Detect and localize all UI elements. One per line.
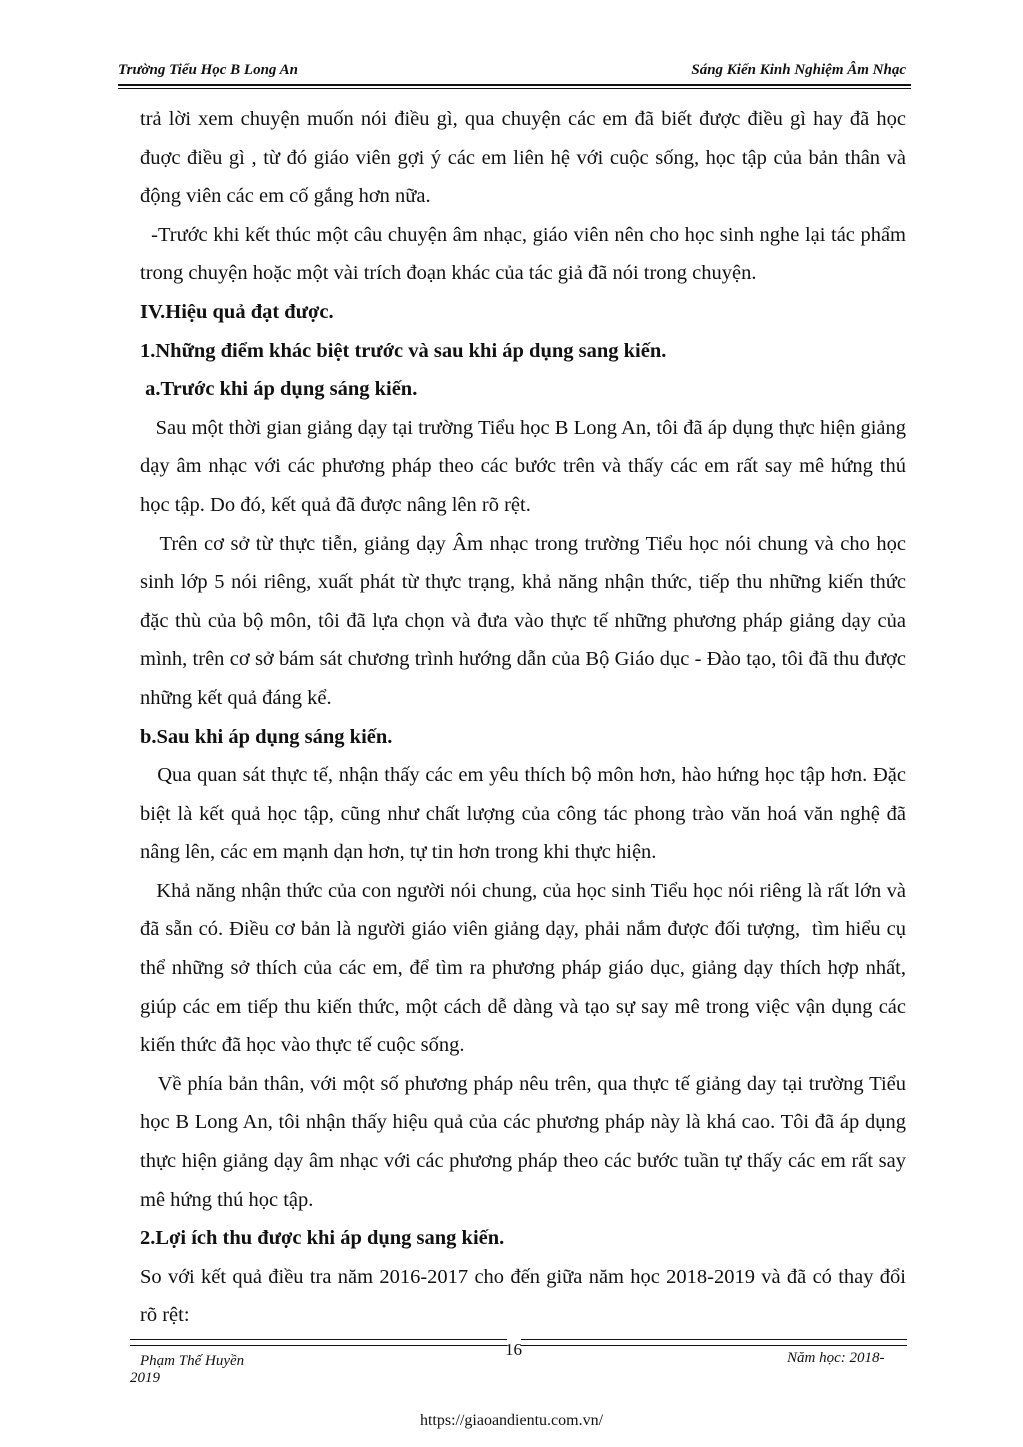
document-body xyxy=(140,100,917,1335)
body-paragraph: Sau một thời gian giảng dạy tại trường Tiểu học B Long An, tôi đã áp dụng thực hiện giảng dạy âm nhạc với các phương pháp theo các bước trên và thấy các em rất say mê hứng thú học tập. Do đó, kết quả đã được nâng lên rõ rệt. xyxy=(140,416,912,516)
footer-author: Phạm Thế Huyền xyxy=(140,1353,245,1369)
body-paragraph: Trên cơ sở từ thực tiễn, giảng dạy Âm nhạc trong trường Tiểu học nói chung và cho học sinh lớp 5 nói riêng, xuất phát từ thực trạng, khả năng nhận thức, tiếp thu những kiến thức đặc thù của bộ môn, tôi đã lựa chọn và đưa vào thực tế những phương pháp giảng dạy của mình, trên cơ sở bám sát chương trình hướng dẫn của Bộ Giáo dục - Đào tạo, tôi đã thu được những kết quả đáng kể. xyxy=(140,532,912,709)
source-url[interactable]: https://giaoandientu.com.vn/ xyxy=(419,1412,604,1429)
footer-school-year: Năm học: 2018- xyxy=(787,1350,885,1366)
body-paragraph: So với kết quả điều tra năm 2016-2017 cho đến giữa năm học 2018-2019 và đã có thay đổi rõ rệt: xyxy=(140,1265,912,1327)
header-rule xyxy=(118,84,911,86)
header-rule-thin xyxy=(118,88,911,89)
body-paragraph: trả lời xem chuyện muốn nói điều gì, qua chuyện các em đã biết được điều gì hay đã học đuợc điều gì , từ đó giáo viên gợi ý các em liên hệ với cuộc sống, học tập của bản thân và động viên các em cố gắng hơn nữa. xyxy=(140,108,912,208)
header-school: Trường Tiểu Học B Long An xyxy=(118,62,298,78)
footer-rule-right xyxy=(521,1339,907,1346)
body-paragraph: Về phía bản thân, với một số phương pháp nêu trên, qua thực tế giảng day tại trường Tiểu học B Long An, tôi nhận thấy hiệu quả của các phương pháp này là khá cao. Tôi đã áp dụng thực hiện giảng dạy âm nhạc với các phương pháp theo các bước tuần tự thấy các em rất say mê hứng thú học tập. xyxy=(140,1072,912,1211)
section-heading: IV.Hiệu quả đạt được. xyxy=(140,300,334,323)
page-header xyxy=(118,62,911,84)
footer-year-continued: 2019 xyxy=(130,1370,160,1386)
section-heading: 1.Những điểm khác biệt trước và sau khi áp dụng sang kiến. xyxy=(140,339,667,362)
footer-rule-left xyxy=(130,1339,507,1346)
body-paragraph: Khả năng nhận thức của con người nói chung, của học sinh Tiểu học nói riêng là rất lớn và đã sẵn có. Điều cơ bản là người giáo viên giảng dạy, phải nắm được đối tượng, tìm hiểu cụ thể những sở thích của các em, để tìm ra phương pháp giáo dục, giảng dạy thích hợp nhất, giúp các em tiếp thu kiến thức, một cách dễ dàng và tạo sự say mê trong việc vận dụng các kiến thức đã học vào thực tế cuộc sống. xyxy=(140,879,917,1057)
body-paragraph: Qua quan sát thực tế, nhận thấy các em yêu thích bộ môn hơn, hào hứng học tập hơn. Đặc biệt là kết quả học tập, cũng như chất lượng của công tác phong trào văn hoá văn nghệ đã nâng lên, các em mạnh dạn hơn, tự tin hơn trong khi thực hiện. xyxy=(140,764,912,864)
header-title: Sáng Kiến Kinh Nghiệm Âm Nhạc xyxy=(691,62,906,78)
section-heading: 2.Lợi ích thu được khi áp dụng sang kiến. xyxy=(140,1227,505,1250)
page-number: 16 xyxy=(505,1340,522,1359)
body-paragraph: -Trước khi kết thúc một câu chuyện âm nhạc, giáo viên nên cho học sinh nghe lại tác phẩm trong chuyện hoặc một vài trích đoạn khác của tác giả đã nói trong chuyện. xyxy=(140,223,912,285)
section-heading: b.Sau khi áp dụng sáng kiến. xyxy=(140,725,393,748)
section-heading: a.Trước khi áp dụng sáng kiến. xyxy=(140,378,418,401)
